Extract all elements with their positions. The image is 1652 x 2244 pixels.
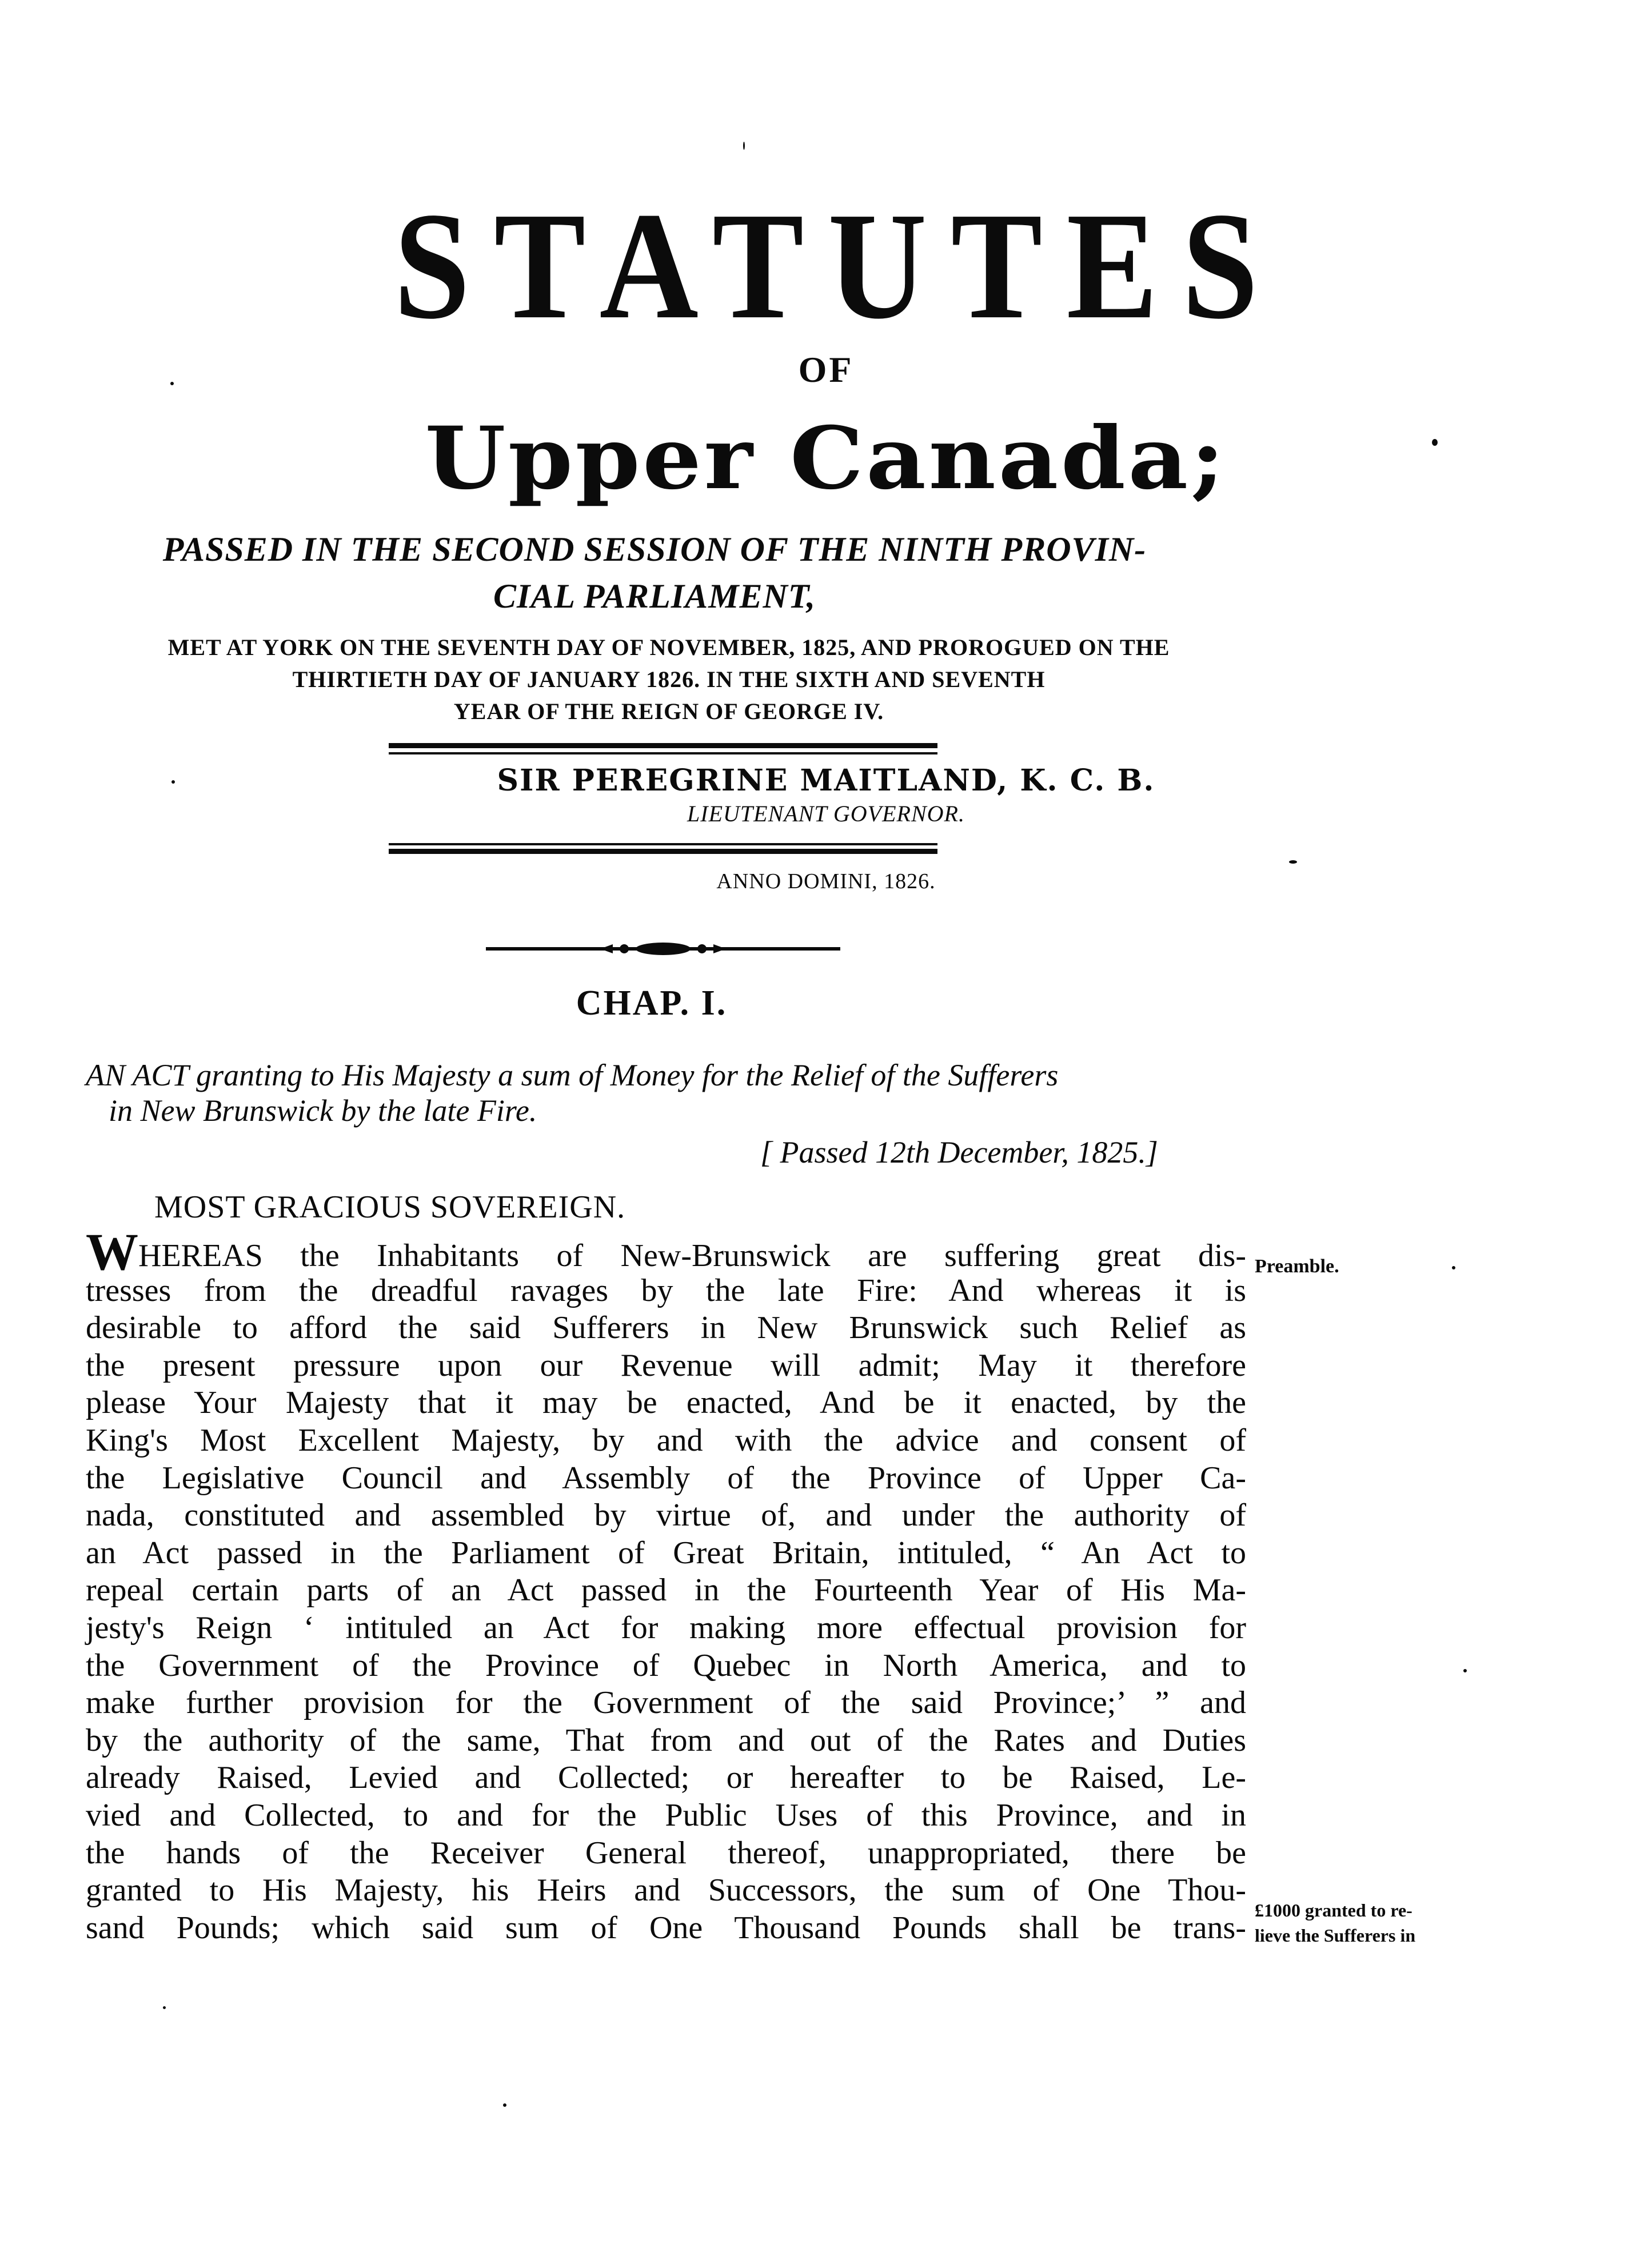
print-speck bbox=[163, 2006, 166, 2009]
margin-note-grant-line-1: £1000 granted to re- bbox=[1255, 1900, 1412, 1920]
title-of: OF bbox=[798, 349, 854, 390]
double-rule-top-2 bbox=[389, 752, 937, 754]
act-title bbox=[86, 1057, 1258, 1128]
document-title: STATUTES bbox=[393, 180, 1283, 351]
met-line-1: MET AT YORK ON THE SEVENTH DAY OF NOVEMBER, 1825, AND PROROGUED ON THE bbox=[167, 634, 1170, 660]
body-line: vied and Collected, to and for the Public Uses of this Province, and in bbox=[86, 1797, 1246, 1833]
margin-note-preamble: Preamble. bbox=[1255, 1256, 1339, 1277]
body-line: sand Pounds; which said sum of One Thousand Pounds shall be trans- bbox=[86, 1910, 1246, 1946]
governor-title: LIEUTENANT GOVERNOR. bbox=[687, 801, 965, 826]
margin-note-grant-line-2: lieve the Sufferers in bbox=[1255, 1925, 1416, 1946]
body-line: by the authority of the same, That from and out of the Rates and Duties bbox=[86, 1722, 1246, 1758]
enacting-text bbox=[86, 1223, 1246, 1947]
governor-name: SIR PEREGRINE MAITLAND, K. C. B. bbox=[497, 763, 1155, 798]
body-line: jesty's Reign ‘ intituled an Act for making more effectual provision for bbox=[86, 1610, 1246, 1646]
double-rule-top-1 bbox=[389, 743, 937, 748]
body-line: King's Most Excellent Majesty, by and with the advice and consent of bbox=[86, 1422, 1246, 1458]
session-dates bbox=[80, 632, 1258, 728]
drop-cap: W bbox=[86, 1223, 138, 1281]
body-line: please Your Majesty that it may be enacted, And be it enacted, by the bbox=[86, 1385, 1246, 1421]
print-speck bbox=[1463, 1669, 1467, 1672]
print-speck bbox=[1289, 860, 1297, 864]
act-title-line-1: AN ACT granting to His Majesty a sum of Money for the Relief of the Sufferers bbox=[86, 1058, 1059, 1092]
print-speck bbox=[743, 142, 745, 150]
salutation: MOST GRACIOUS SOVEREIGN. bbox=[154, 1189, 626, 1225]
margin-note-grant bbox=[1255, 1898, 1415, 1948]
body-line: tresses from the dreadful ravages by the late Fire: And whereas it is bbox=[86, 1272, 1246, 1308]
body-line: granted to His Majesty, his Heirs and Successors, the sum of One Thou- bbox=[86, 1872, 1246, 1908]
double-rule-bottom-1 bbox=[389, 843, 937, 845]
chapter-heading: CHAP. I. bbox=[576, 984, 728, 1023]
body-line: the Government of the Province of Quebec in North America, and to bbox=[86, 1647, 1246, 1683]
double-rule-bottom-2 bbox=[389, 849, 937, 854]
print-speck bbox=[503, 2103, 506, 2107]
body-line: WHEREAS the Inhabitants of New-Brunswick are suffering great dis- bbox=[86, 1223, 1246, 1281]
print-speck bbox=[171, 780, 175, 784]
print-speck bbox=[1452, 1266, 1455, 1269]
met-line-3: YEAR OF THE REIGN OF GEORGE IV. bbox=[453, 698, 884, 724]
anno-domini: ANNO DOMINI, 1826. bbox=[716, 869, 936, 893]
subtitle-line-1: PASSED IN THE SECOND SESSION OF THE NINTH PROVIN- bbox=[162, 530, 1147, 568]
subtitle-line-2: CIAL PARLIAMENT, bbox=[493, 577, 816, 615]
print-speck bbox=[1432, 439, 1438, 446]
act-title-line-2: in New Brunswick by the late Fire. bbox=[109, 1093, 537, 1128]
province-name: Upper Canada; bbox=[425, 408, 1227, 509]
body-line: the present pressure upon our Revenue will admit; May it therefore bbox=[86, 1347, 1246, 1383]
body-line: repeal certain parts of an Act passed in the Fourteenth Year of His Ma- bbox=[86, 1572, 1246, 1608]
body-line: an Act passed in the Parliament of Great Britain, intituled, “ An Act to bbox=[86, 1535, 1246, 1571]
body-line: desirable to afford the said Sufferers in New Brunswick such Relief as bbox=[86, 1310, 1246, 1346]
ornamental-divider bbox=[486, 937, 840, 960]
body-line: the Legislative Council and Assembly of the Province of Upper Ca- bbox=[86, 1460, 1246, 1496]
body-line: nada, constituted and assembled by virtue of, and under the authority of bbox=[86, 1498, 1246, 1534]
met-line-2: THIRTIETH DAY OF JANUARY 1826. IN THE SIXTH AND SEVENTH bbox=[292, 666, 1046, 692]
body-line: make further provision for the Government of the said Province;’ ” and bbox=[86, 1685, 1246, 1721]
body-line: the hands of the Receiver General thereof, unappropriated, there be bbox=[86, 1835, 1246, 1871]
print-speck bbox=[170, 382, 174, 385]
session-subtitle bbox=[74, 526, 1235, 620]
passed-date: [ Passed 12th December, 1825.] bbox=[760, 1135, 1158, 1169]
body-line: already Raised, Levied and Collected; or hereafter to be Raised, Le- bbox=[86, 1760, 1246, 1796]
